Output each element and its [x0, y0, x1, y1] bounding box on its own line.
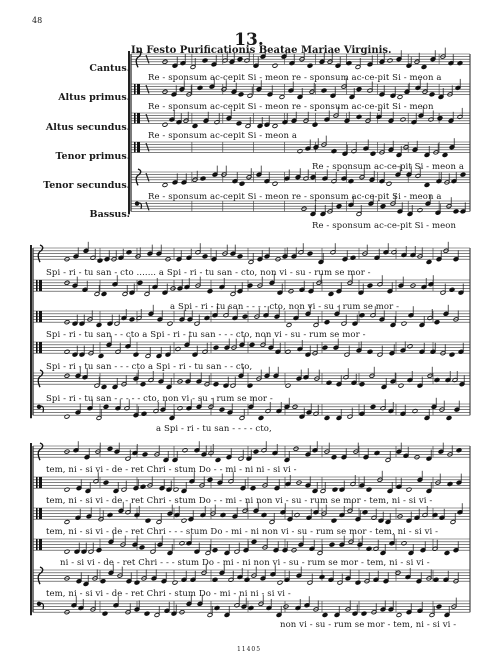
note-head	[64, 520, 70, 525]
lyrics-s1-cantus: Re - sponsum ac-cepit Si - meon re - sponsum ac-ce-pit Si - meon a	[148, 73, 442, 83]
note-head	[207, 289, 213, 294]
note-head	[370, 404, 376, 409]
note-head	[236, 121, 242, 126]
note-head	[370, 151, 376, 156]
note-head	[139, 545, 145, 550]
note-head	[356, 87, 362, 92]
alto-clef-icon	[39, 508, 42, 519]
note-head	[324, 320, 330, 325]
note-head	[239, 181, 245, 186]
note-head	[444, 551, 450, 556]
lyrics-s1-altus-primus: Re - sponsum ac-cepit Si - meon re - sponsum ac-ce-pit Si - meon	[148, 102, 434, 112]
note-head	[213, 382, 219, 387]
note-head	[331, 455, 337, 460]
alto-clef-icon	[134, 84, 136, 94]
note-head	[436, 604, 442, 609]
note-head	[336, 204, 342, 209]
lyrics-s1-altus-secundus: Re - sponsum ac-cepit Si - meon a	[148, 131, 298, 141]
lyrics-s1-tenor-primus: Re - sponsum ac-ce-pit Si - meon a	[312, 162, 465, 172]
alto-clef-icon	[137, 84, 140, 94]
note-head	[310, 175, 316, 180]
lyrics-s3-cantus: tem, ni - si vi - de - ret Chri - stum Do - - mi - ni ni - si vi -	[46, 465, 297, 475]
note-head	[307, 63, 313, 68]
note-head	[162, 183, 168, 188]
note-head	[213, 345, 219, 350]
note-head	[258, 416, 264, 421]
alto-clef-icon	[39, 280, 42, 291]
alto-clef-icon	[36, 477, 38, 488]
note-head	[429, 92, 435, 97]
lyrics-s3-tenor-secundus: tem, ni - si vi - de - ret Chri - stum Do - mi - ni ni - si vi -	[46, 589, 291, 599]
note-head	[279, 95, 285, 100]
note-head	[272, 63, 278, 68]
note-head	[200, 176, 206, 181]
note-head	[380, 204, 386, 209]
alto-clef-icon	[134, 113, 136, 123]
note-head	[446, 416, 452, 421]
note-head	[142, 452, 148, 457]
note-head	[356, 114, 362, 119]
note-head	[434, 320, 440, 325]
note-head	[215, 458, 221, 463]
voice-label-bassus: Bassus.	[89, 209, 130, 220]
note-head	[421, 65, 427, 70]
note-head	[197, 85, 203, 90]
note-head	[237, 254, 243, 259]
note-head	[396, 613, 402, 618]
note-head	[251, 539, 257, 544]
plate-number: 11405	[236, 646, 262, 653]
note-head	[129, 317, 135, 322]
alto-clef-icon	[36, 539, 38, 550]
piece-number: 13.	[234, 30, 264, 50]
alto-clef-icon	[137, 113, 140, 123]
note-head	[286, 323, 292, 328]
alto-clef-icon	[36, 280, 38, 291]
note-head	[328, 292, 334, 297]
note-head	[386, 181, 392, 186]
note-head	[242, 314, 248, 319]
note-head	[101, 292, 107, 297]
note-head	[348, 179, 354, 184]
note-head	[101, 385, 107, 390]
alto-clef-icon	[39, 477, 42, 488]
note-head	[417, 208, 423, 213]
alto-clef-icon	[137, 142, 140, 152]
lyrics-s1-bassus: Re - sponsum ac-ce-pit Si - meon	[312, 221, 457, 231]
voice-label-tenor-secundus: Tenor secundus.	[43, 180, 130, 191]
note-head	[453, 209, 459, 214]
note-head	[272, 124, 278, 129]
note-head	[100, 579, 106, 584]
note-head	[238, 92, 244, 97]
note-head	[322, 613, 328, 618]
voice-label-altus-secundus: Altus secundus.	[45, 122, 130, 133]
note-head	[307, 251, 313, 256]
alto-clef-icon	[134, 142, 136, 152]
note-head	[324, 416, 330, 421]
note-head	[387, 58, 393, 63]
note-head	[103, 480, 109, 485]
note-head	[397, 95, 403, 100]
note-head	[202, 58, 208, 63]
note-head	[322, 345, 328, 350]
lyrics-s3-altus-secundus: tem, ni - si vi - de - ret Chri - - - stum Do - mi - ni non vi - su - rum se mor - tem, ni - si vi -	[46, 527, 439, 537]
note-head	[98, 354, 104, 359]
note-head	[103, 404, 109, 409]
note-head	[329, 542, 335, 547]
note-head	[437, 116, 443, 121]
voice-label-tenor-primus: Tenor primus.	[55, 151, 130, 162]
alto-clef-icon	[36, 311, 38, 322]
lyrics-s3-altus-primus: tem, ni - si vi - de - ret Chri - stum Do - - mi - ni non vi - su - rum se mor - tem, ni - si vi -	[46, 496, 433, 506]
note-head	[457, 61, 463, 66]
note-head	[140, 382, 146, 387]
note-head	[424, 183, 430, 188]
lyrics-s3-tenor-primus: ni - si vi - de - ret Chri - - - stum Do - mi - ni non vi - su - rum se mor - tem, ni - si vi -	[60, 558, 430, 568]
lyrics-s2-cantus: Spi - ri - tu san - cto ....... a Spi - ri - tu san - cto, non vi - su - rum se mor -	[46, 268, 371, 278]
alto-clef-icon	[36, 342, 38, 353]
note-head	[426, 260, 432, 265]
lyrics-s2-altus-secundus: Spi - ri - tu san - - cto a Spi - ri - tu san - - - cto, non vi - su - rum se mor -	[46, 330, 366, 340]
lyrics-s2-bassus: a Spi - ri - tu san - - - - cto,	[156, 424, 272, 434]
note-head	[359, 382, 365, 387]
note-head	[442, 153, 448, 158]
lyrics-s2-tenor-primus: Spi - ri - tu san - - - cto a Spi - ri - tu san - - cto,	[46, 362, 253, 372]
alto-clef-icon	[36, 508, 38, 519]
note-head	[212, 548, 218, 553]
note-head	[202, 254, 208, 259]
note-head	[162, 122, 168, 127]
note-head	[346, 61, 352, 66]
note-head	[321, 88, 327, 93]
note-head	[367, 283, 373, 288]
lyrics-s2-altus-primus: a Spi - ri - tu san - - - - cto, non vi - su - rum se mor -	[170, 302, 400, 312]
lyrics-s3-bassus: non vi - su - rum se mor - tem, ni - si vi -	[280, 620, 457, 630]
note-head	[137, 280, 143, 285]
lyrics-s2-tenor-secundus: Spi - ri - tu san - - - - - cto, non vi - su - rum se mor -	[46, 394, 273, 404]
note-head	[96, 323, 102, 328]
piece-subtitle: In Festo Purificationis Beatae Mariae Virginis.	[131, 45, 392, 56]
note-head	[253, 449, 259, 454]
note-head	[107, 446, 113, 451]
note-head	[237, 57, 243, 62]
note-head	[250, 486, 256, 491]
page-number: 48	[32, 16, 43, 25]
voice-label-cantus: Cantus.	[89, 63, 130, 74]
note-head	[312, 122, 318, 127]
note-head	[249, 342, 255, 347]
note-head	[297, 149, 303, 154]
note-head	[272, 181, 278, 186]
note-head	[96, 548, 102, 553]
note-head	[400, 117, 406, 122]
note-head	[219, 407, 225, 412]
voice-label-altus-primus: Altus primus.	[58, 92, 130, 103]
note-head	[192, 124, 198, 129]
alto-clef-icon	[39, 311, 42, 322]
alto-clef-icon	[39, 539, 42, 550]
lyrics-s1-tenor-secundus: Re - sponsum ac-cepit Si - meon re - sponsum ac-ce-pit Si - meon a	[148, 192, 442, 202]
note-head	[331, 149, 337, 154]
note-head	[207, 477, 213, 482]
alto-clef-icon	[39, 342, 42, 353]
note-head	[460, 172, 466, 177]
